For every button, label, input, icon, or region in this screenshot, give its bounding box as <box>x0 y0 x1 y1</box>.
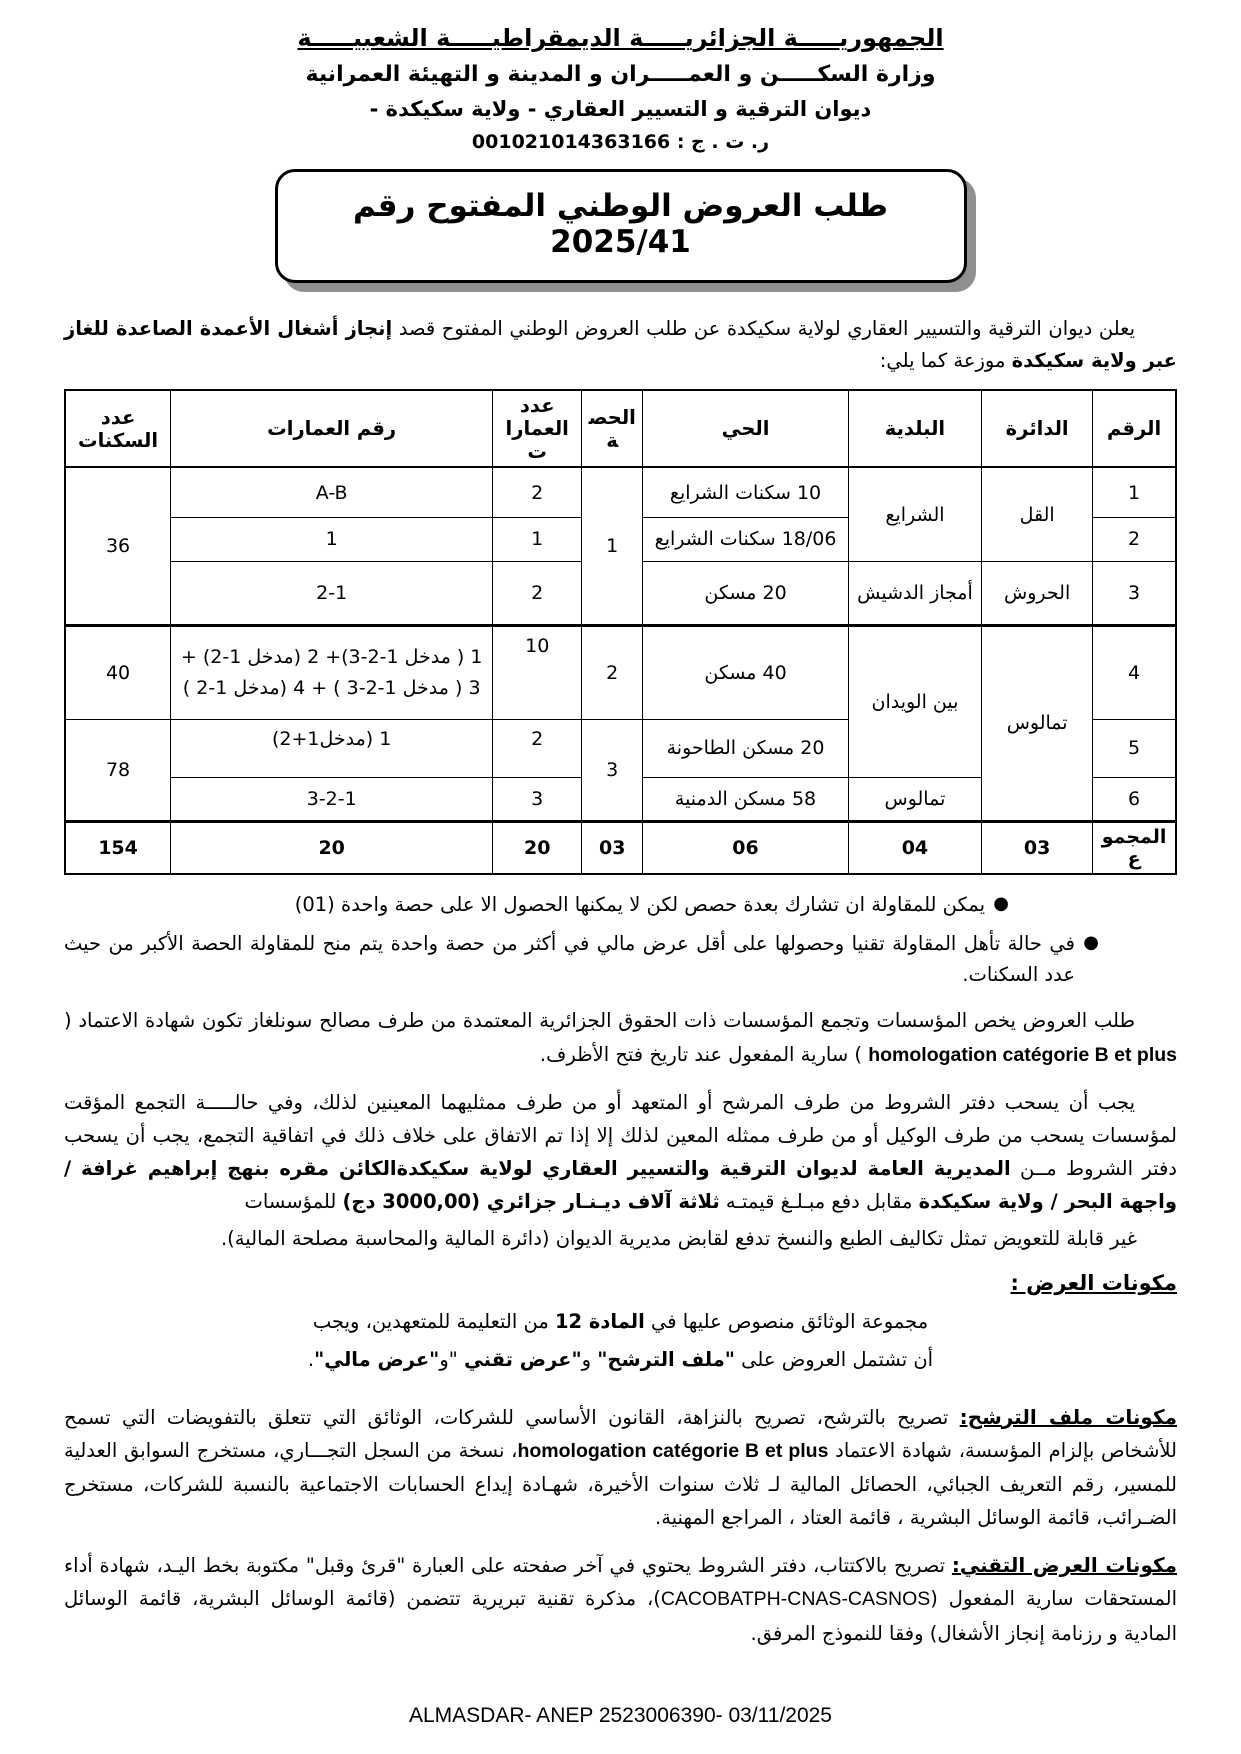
list-item <box>64 889 1009 920</box>
col-header-number: الرقم <box>1093 390 1176 467</box>
components-text: و <box>581 1347 598 1371</box>
total-dwellings-count: 154 <box>65 821 171 874</box>
withdrawal-note: غير قابلة للتعويض تمثل تكاليف الطبع والنسخ تدفع لقابض مديرية الديوان (دائرة المالية والمحاسبة مصلحة المالية). <box>220 1227 1137 1251</box>
candidature-text-2: ، نسخة من السجل التجـــاري، مستخرج السوابق العدلية للمسير، رقم التعريف الجبائي، الحصائل المالية لـ ثلاث سنوات الأخيرة، شهـادة إيداع الحسابات الاجتماعية بالنسبة للشركات، مستخرج الضـرائب، قائمة الوسائل البشرية ، قائمة العتاد ، المراجع المهنية. <box>64 1438 1177 1530</box>
office-title: ديوان الترقية و التسيير العقاري - ولاية سكيكدة - <box>369 97 872 121</box>
cell-number: 5 <box>1093 719 1176 777</box>
components-text: من التعليمة للمتعهدين، ويجب <box>312 1310 555 1334</box>
bullet-icon: ● <box>1083 932 1099 954</box>
components-line-2 <box>64 1343 1177 1376</box>
table-total-row <box>65 821 1176 874</box>
total-lot: 03 <box>582 821 643 874</box>
intro-paragraph <box>64 313 1177 377</box>
tender-title: طلب العروض الوطني المفتوح رقم 2025/41 <box>352 188 889 260</box>
cell-municipality: تمالوس <box>848 777 981 821</box>
cell-municipality: أمجاز الدشيش <box>848 561 981 625</box>
cell-district: 10 سكنات الشرايع <box>643 467 849 517</box>
candidature-file-label: مكونات ملف الترشح: <box>959 1404 1177 1429</box>
cell-district: 20 مسكن الطاحونة <box>643 719 849 777</box>
homologation-certificate: homologation catégorie B et plus <box>517 1439 829 1462</box>
cell-number: 2 <box>1093 517 1176 561</box>
cell-district: 58 مسكن الدمنية <box>643 777 849 821</box>
withdrawal-paragraph <box>64 1086 1177 1219</box>
candidature-text-1: تصريح بالترشح، تصريح بالنزاهة، القانون الأساسي للشركات، الوثائق التي تتعلق بالتفويضات التي تسمح للأشخاص بإلزام المؤسسة، شهادة الاعتماد <box>64 1405 1177 1462</box>
conditions-list <box>64 889 1177 991</box>
cell-buildings-count: 2 <box>493 719 582 777</box>
cell-buildings-count: 10 <box>493 625 582 719</box>
cell-daira: الحروش <box>982 561 1093 625</box>
cell-buildings-count: 1 <box>493 517 582 561</box>
withdrawal-text-2: مقابل دفع مبـلـغ قيمتـه <box>719 1190 919 1214</box>
cell-district: 18/06 سكنات الشرايع <box>643 517 849 561</box>
total-buildings-count: 20 <box>493 821 582 874</box>
eligibility-paragraph <box>64 1004 1177 1071</box>
cell-dwellings-count: 40 <box>65 625 171 719</box>
offer-components-heading: مكونات العرض : <box>1010 1271 1177 1296</box>
allocation-table <box>64 389 1177 875</box>
social-funds-acronyms: CACOBATPH-CNAS-CASNOS <box>660 1588 931 1611</box>
col-header-buildings-number: رقم العمارات <box>171 390 493 467</box>
technical-offer-paragraph <box>64 1548 1177 1649</box>
bullet-icon: ● <box>993 892 1009 914</box>
cell-daira: تمالوس <box>982 625 1093 821</box>
cell-district: 20 مسكن <box>643 561 849 625</box>
intro-bold: إنجاز أشغال الأعمدة الصاعدة للغاز عبر ولاية سكيكدة <box>64 317 1177 373</box>
cell-municipality: بين الويدان <box>848 625 981 777</box>
eligibility-text-1: طلب العروض يخص المؤسسات وتجمع المؤسسات ذات الحقوق الجزائرية المعتمدة من طرف مصالح سونلغاز تكون شهادة الاعتماد ( <box>64 1009 1135 1033</box>
col-header-district: الحي <box>643 390 849 467</box>
cell-lot: 3 <box>582 719 643 821</box>
total-buildings-number: 20 <box>171 821 493 874</box>
technical-text-1: تصريح بالاكتتاب، دفتر الشروط يحتوي في آخر صفحته على العبارة "قرئ وقبل" مكتوبة بخط اليـد، شهادة أداء المستحقات سارية المفعول ( <box>64 1554 1177 1611</box>
intro-text-1: يعلن ديوان الترقية والتسيير العقاري لولاية سكيكدة عن طلب العروض الوطني المفتوح قصد <box>392 317 1135 340</box>
eligibility-text-2: ) سارية المفعول عند تاريخ فتح الأظرف. <box>539 1042 869 1066</box>
cell-district: 40 مسكن <box>643 625 849 719</box>
article-12-reference: المادة 12 <box>554 1310 645 1334</box>
document-header <box>64 24 1177 153</box>
col-header-daira: الدائرة <box>982 390 1093 467</box>
total-label: المجموع <box>1093 821 1176 874</box>
cell-number: 1 <box>1093 467 1176 517</box>
col-header-dwellings-count: عدد السكنات <box>65 390 171 467</box>
technical-offer-term: "عرض تقني <box>463 1347 582 1371</box>
cell-lot: 2 <box>582 625 643 719</box>
total-municipality: 04 <box>848 821 981 874</box>
list-item <box>64 928 1099 990</box>
components-text: . <box>307 1347 315 1371</box>
col-header-buildings-count: عدد العمارات <box>493 390 582 467</box>
cell-buildings-count: 3 <box>493 777 582 821</box>
cell-buildings-count: 2 <box>493 467 582 517</box>
cell-dwellings-count: 36 <box>65 467 171 625</box>
total-daira: 03 <box>982 821 1093 874</box>
cell-buildings-number: 1 ( مدخل 1-2-3)+ 2 (مدخل 1-2) + 3 ( مدخل 1-2-3 ) + 4 (مدخل 1-2 ) <box>171 625 493 719</box>
cell-buildings-number: 2-1 <box>171 561 493 625</box>
withdrawal-address: المديرية العامة لديوان الترقية والتسيير العقاري لولاية سكيكدةالكائن مقره بنهج إبراهيم غرافة / واجهة البحر / ولاية سكيكدة <box>64 1156 1177 1214</box>
bullet-text: في حالة تأهل المقاولة تقنيا وحصولها على أقل عرض مالي في أكثر من حصة واحدة يتم منح للمقاولة الحصة الأكبر من حيث عدد السكنات. <box>64 932 1075 987</box>
withdrawal-text-3: للمؤسسات <box>244 1190 343 1214</box>
technical-offer-label: مكونات العرض التقني: <box>951 1553 1177 1578</box>
candidature-file-term: "ملف الترشح" <box>597 1347 735 1371</box>
cell-number: 4 <box>1093 625 1176 719</box>
cell-buildings-count: 2 <box>493 561 582 625</box>
financial-offer-term: "عرض مالي" <box>314 1347 440 1371</box>
cell-municipality: الشرايع <box>848 467 981 561</box>
withdrawal-text-1: يجب أن يسحب دفتر الشروط من طرف المرشح أو المتعهد أو من طرف ممثليهما المعينين لذلك، وفي حالـــــة التجمع المؤقت لمؤسسات يسحب من طرف الوكيل أو من طرف ممثله المعين لذلك إلا إذا تم الاتفاق على خلاف ذلك في اتفاقية التجمع، يجب أن يسحب دفتر الشروط مــن <box>64 1090 1177 1180</box>
col-header-municipality: البلدية <box>848 390 981 467</box>
cell-daira: القل <box>982 467 1093 561</box>
components-line-1 <box>64 1305 1177 1338</box>
cell-lot: 1 <box>582 467 643 625</box>
cell-number: 3 <box>1093 561 1176 625</box>
intro-text-2: موزعة كما يلي: <box>879 349 1012 373</box>
cell-buildings-number: 3-2-1 <box>171 777 493 821</box>
table-row <box>65 467 1176 517</box>
withdrawal-fee: ثلاثة آلاف ديـنـار جزائري (3000,00 دج) <box>342 1190 720 1214</box>
components-text: مجموعة الوثائق منصوص عليها في <box>644 1310 929 1334</box>
table-row <box>65 625 1176 719</box>
anep-footer-note: ALMASDAR- ANEP 2523006390- 03/11/2025 <box>408 1704 832 1727</box>
ministry-title: وزارة السكـــــن و العمـــــران و المدينة و التهيئة العمرانية <box>305 62 936 87</box>
components-text: "و <box>439 1347 464 1371</box>
cell-buildings-number: 1 <box>171 517 493 561</box>
cell-number: 6 <box>1093 777 1176 821</box>
republic-title: الجمهوريـــــة الجزائريـــــة الديمقراطيـــــة الشعبيـــــة <box>297 24 944 52</box>
candidature-file-paragraph <box>64 1400 1177 1535</box>
registration-number: ر. ت . ج : 001021014363166 <box>471 131 770 153</box>
tender-title-box <box>275 169 967 283</box>
cell-buildings-number: 1 (مدخل1+2) <box>171 719 493 777</box>
cell-buildings-number: A-B <box>171 467 493 517</box>
cell-dwellings-count: 78 <box>65 719 171 821</box>
components-text: أن تشتمل العروض على <box>734 1347 934 1371</box>
technical-text-2: )، مذكرة تقنية تبريرية تتضمن (قائمة الوسائل البشرية، قائمة الوسائل المادية و رزنامة إنجاز الأشغال) وفقا للنموذج المرفق. <box>64 1587 1177 1645</box>
table-header-row <box>65 390 1176 467</box>
total-district: 06 <box>643 821 849 874</box>
homologation-certificate: homologation catégorie B et plus <box>868 1043 1177 1066</box>
bullet-text: يمكن للمقاولة ان تشارك بعدة حصص لكن لا يمكنها الحصول الا على حصة واحدة (01) <box>294 892 985 916</box>
col-header-lot: الحصة <box>582 390 643 467</box>
